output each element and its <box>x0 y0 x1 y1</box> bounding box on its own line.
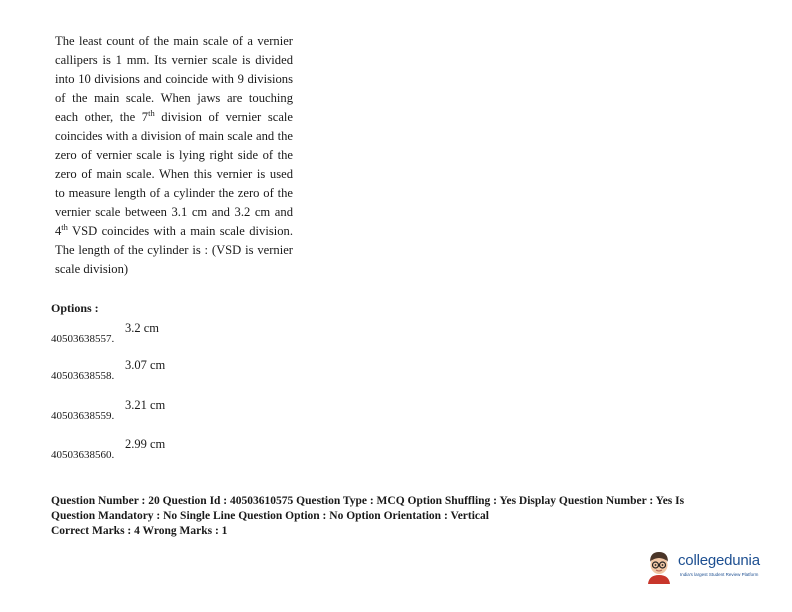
metadata-line: Question Mandatory : No Single Line Question Option : No Option Orientation : Vertical <box>51 510 489 522</box>
collegedunia-logo <box>644 548 764 588</box>
question-text <box>55 32 293 279</box>
option-value: 3.07 cm <box>125 358 166 372</box>
question-metadata <box>51 494 751 539</box>
option-id: 40503638558. <box>51 370 115 382</box>
option-id: 40503638559. <box>51 410 115 422</box>
option-id: 40503638557. <box>51 333 115 345</box>
question-text-part3: VSD coincides with a main scale division. The length of the cylinder is : (VSD is vernier scale division) <box>55 224 293 276</box>
metadata-line: Correct Marks : 4 Wrong Marks : 1 <box>51 525 228 537</box>
question-text-part1: The least count of the main scale of a vernier callipers is 1 mm. Its vernier scale is divided into 10 divisions and coincide with 9 divisions of the main scale. When jaws are touching each other, the 7 <box>55 34 293 124</box>
ordinal-suffix: th <box>148 108 155 118</box>
option-value: 3.21 cm <box>125 398 166 412</box>
options-label: Options : <box>51 301 99 315</box>
brand-name: collegedunia <box>678 552 760 569</box>
question-text-part2: division of vernier scale coincides with a division of main scale and the zero of vernier scale is lying right side of the zero of main scale. When this vernier is used to measure length of a cylinder the zero of the vernier scale between 3.1 cm and 3.2 cm and 4 <box>55 110 294 238</box>
ordinal-suffix: th <box>61 222 68 232</box>
option-id: 40503638560. <box>51 449 115 461</box>
option-value: 2.99 cm <box>125 437 166 451</box>
option-value: 3.2 cm <box>125 321 160 335</box>
brand-tagline: India's largest Student Review Platform <box>680 572 759 577</box>
student-mascot-icon <box>644 550 674 584</box>
metadata-line: Question Number : 20 Question Id : 40503610575 Question Type : MCQ Option Shuffling : Yes Display Question Number : Yes Is <box>51 495 685 507</box>
